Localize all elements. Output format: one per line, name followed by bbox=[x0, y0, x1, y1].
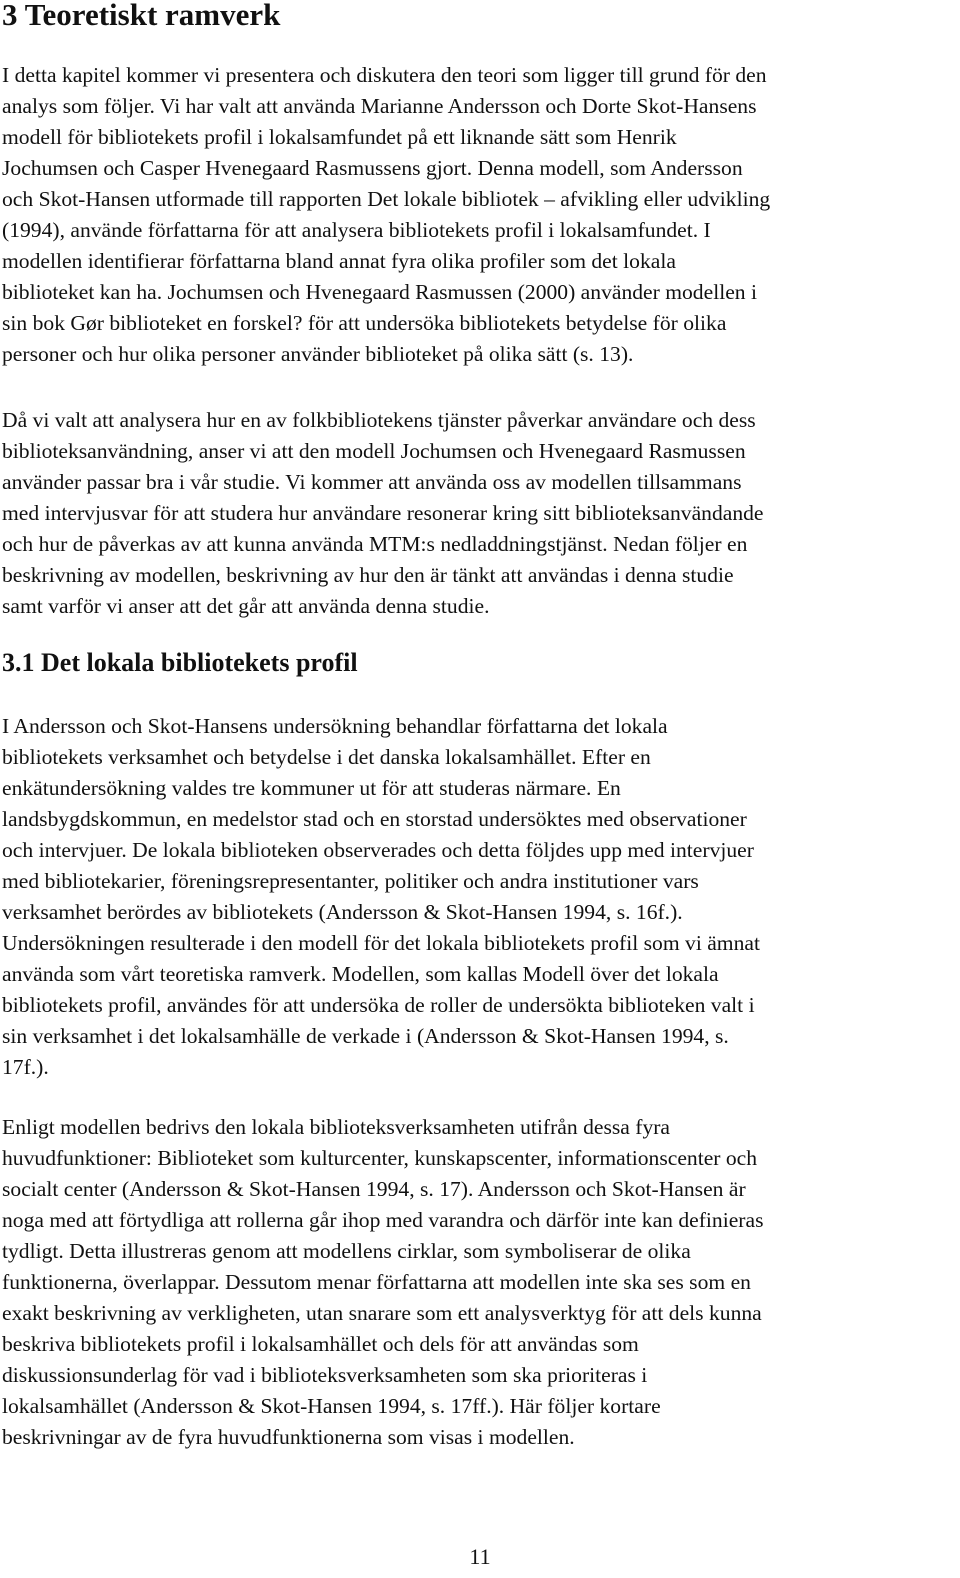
text-line: sin verksamhet i det lokalsamhälle de verkade i (Andersson & Skot-Hansen 1994, s. bbox=[2, 1024, 729, 1048]
text-line: och intervjuer. De lokala biblioteken observerades och detta följdes upp med intervjuer bbox=[2, 838, 754, 862]
text-line: I detta kapitel kommer vi presentera och diskutera den teori som ligger till grund för den bbox=[2, 63, 767, 87]
text-line: analys som följer. Vi har valt att använda Marianne Andersson och Dorte Skot-Hansens bbox=[2, 94, 757, 118]
text-line: och hur de påverkas av att kunna använda MTM:s nedladdningstjänst. Nedan följer en bbox=[2, 532, 748, 556]
text-line: med intervjusvar för att studera hur användare resonerar kring sitt biblioteksanvändande bbox=[2, 501, 764, 525]
text-line: lokalsamhället (Andersson & Skot-Hansen 1994, s. 17ff.). Här följer kortare bbox=[2, 1394, 661, 1418]
text-line: (1994), använde författarna för att analysera bibliotekets profil i lokalsamfundet. I bbox=[2, 218, 711, 242]
text-line: 17f.). bbox=[2, 1055, 49, 1079]
text-line: bibliotekets profil, användes för att undersöka de roller de undersökta biblioteken valt i bbox=[2, 993, 755, 1017]
text-line: biblioteket kan ha. Jochumsen och Hvenegaard Rasmussen (2000) använder modellen i bbox=[2, 280, 757, 304]
text-line: beskrivning av modellen, beskrivning av hur den är tänkt att användas i denna studie bbox=[2, 563, 734, 587]
text-line: huvudfunktioner: Biblioteket som kulturcenter, kunskapscenter, informationscenter och bbox=[2, 1146, 758, 1170]
text-line: samt varför vi anser att det går att använda denna studie. bbox=[2, 594, 490, 618]
text-line: Undersökningen resulterade i den modell för det lokala bibliotekets profil som vi ämnat bbox=[2, 931, 760, 955]
text-line: personer och hur olika personer använder biblioteket på olika sätt (s. 13). bbox=[2, 342, 634, 366]
text-line: beskriva bibliotekets profil i lokalsamhället och dels för att användas som bbox=[2, 1332, 639, 1356]
text-line: använder passar bra i vår studie. Vi kommer att använda oss av modellen tillsammans bbox=[2, 470, 742, 494]
paragraph-study bbox=[2, 711, 960, 1083]
text-line: sin bok Gør biblioteket en forskel? för att undersöka bibliotekets betydelse för olika bbox=[2, 311, 727, 335]
paragraph-method bbox=[2, 405, 960, 622]
text-line: funktionerna, överlappar. Dessutom menar författarna att modellen inte ska ses som en bbox=[2, 1270, 751, 1294]
text-line: modell för bibliotekets profil i lokalsamfundet på ett liknande sätt som Henrik bbox=[2, 125, 677, 149]
text-line: landsbygdskommun, en medelstor stad och en storstad undersöktes med observationer bbox=[2, 807, 747, 831]
chapter-heading: 3 Teoretiskt ramverk bbox=[2, 0, 281, 32]
text-line: beskrivningar av de fyra huvudfunktionerna som visas i modellen. bbox=[2, 1425, 575, 1449]
text-line: verksamhet berördes av bibliotekets (Andersson & Skot-Hansen 1994, s. 16f.). bbox=[2, 900, 683, 924]
text-line: I Andersson och Skot-Hansens undersökning behandlar författarna det lokala bbox=[2, 714, 668, 738]
text-line: diskussionsunderlag för vad i biblioteksverksamheten som ska prioriteras i bbox=[2, 1363, 648, 1387]
text-line: tydligt. Detta illustreras genom att modellens cirklar, som symboliserar de olika bbox=[2, 1239, 691, 1263]
paragraph-functions bbox=[2, 1112, 960, 1453]
text-line: modellen identifierar författarna bland annat fyra olika profiler som det lokala bbox=[2, 249, 676, 273]
text-line: Jochumsen och Casper Hvenegaard Rasmussens gjort. Denna modell, som Andersson bbox=[2, 156, 743, 180]
text-line: enkätundersökning valdes tre kommuner ut för att studeras närmare. En bbox=[2, 776, 621, 800]
text-line: biblioteksanvändning, anser vi att den modell Jochumsen och Hvenegaard Rasmussen bbox=[2, 439, 746, 463]
text-line: Enligt modellen bedrivs den lokala biblioteksverksamheten utifrån dessa fyra bbox=[2, 1115, 671, 1139]
text-line: exakt beskrivning av verkligheten, utan snarare som ett analysverktyg för att dels kunna bbox=[2, 1301, 762, 1325]
text-line: noga med att förtydliga att rollerna går ihop med varandra och därför inte kan definieras bbox=[2, 1208, 764, 1232]
page-number: 11 bbox=[469, 1544, 491, 1569]
text-line: Då vi valt att analysera hur en av folkbibliotekens tjänster påverkar användare och dess bbox=[2, 408, 756, 432]
text-line: socialt center (Andersson & Skot-Hansen 1994, s. 17). Andersson och Skot-Hansen är bbox=[2, 1177, 746, 1201]
text-line: med bibliotekarier, föreningsrepresentanter, politiker och andra institutioner vars bbox=[2, 869, 699, 893]
text-line: använda som vårt teoretiska ramverk. Modellen, som kallas Modell över det lokala bbox=[2, 962, 719, 986]
section-heading: 3.1 Det lokala bibliotekets profil bbox=[2, 648, 358, 677]
paragraph-intro bbox=[2, 60, 960, 370]
text-line: och Skot-Hansen utformade till rapporten Det lokale bibliotek – afvikling eller udvikling bbox=[2, 187, 771, 211]
text-line: bibliotekets verksamhet och betydelse i det danska lokalsamhället. Efter en bbox=[2, 745, 651, 769]
